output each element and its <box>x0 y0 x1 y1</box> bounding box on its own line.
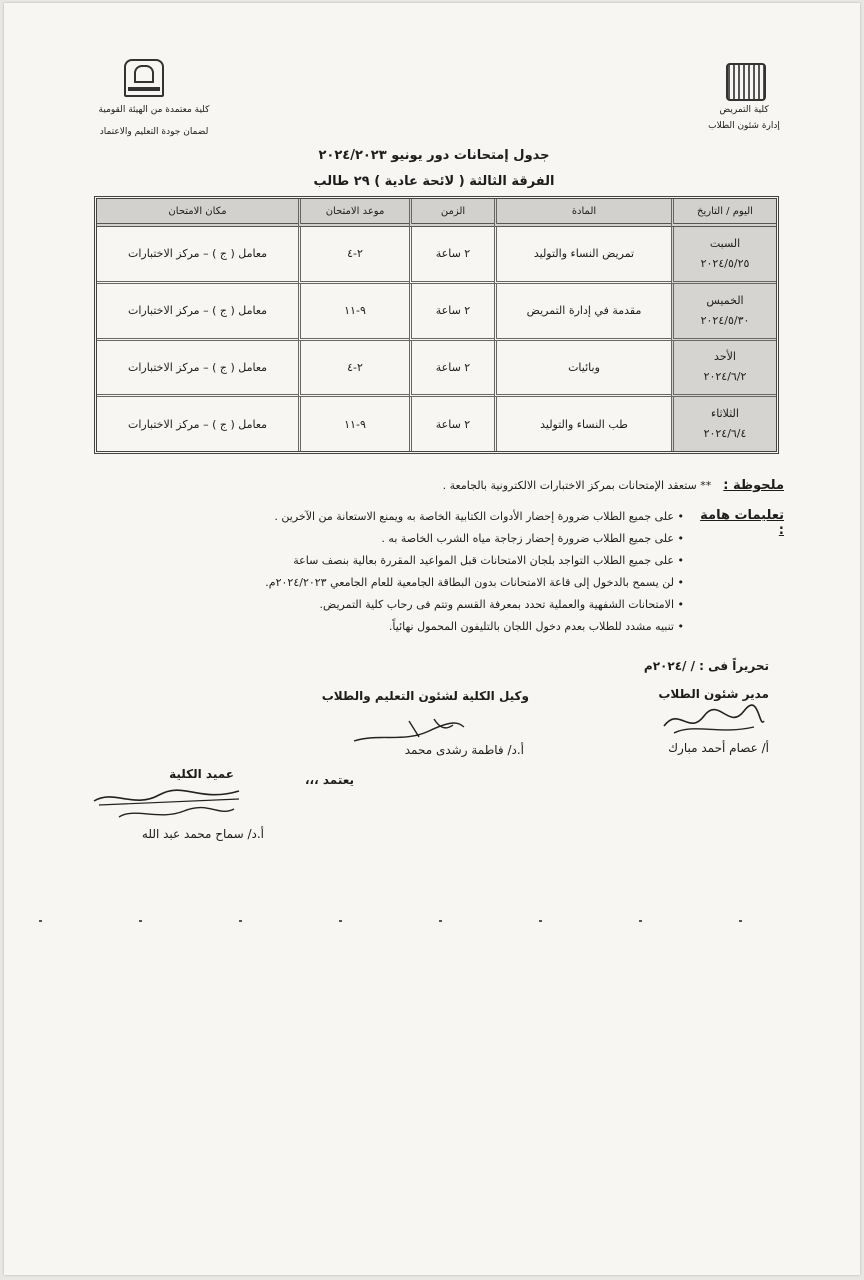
dean-signature-icon <box>89 781 249 825</box>
subject-cell: مقدمة في إدارة التمريض <box>494 284 671 341</box>
table-row <box>97 397 776 451</box>
table-row <box>97 284 776 341</box>
header-left-line1: كلية معتمدة من الهيئة القومية <box>98 105 210 115</box>
day-name: السبت <box>709 236 741 250</box>
middle-signatory-name: أ.د/ فاطمة رشدى محمد <box>404 743 524 757</box>
right-signature-icon <box>659 701 769 739</box>
middle-signatory-title: وكيل الكلية لشئون التعليم والطلاب <box>321 689 529 703</box>
day-cell <box>671 397 776 451</box>
list-item: • على جميع الطلاب ضرورة إحضار الأدوات الكتابية الخاصة به ويمنع الاستعانة من الآخرين . <box>184 510 684 523</box>
place-cell: معامل ( ج ) – مركز الاختبارات <box>127 417 268 431</box>
header-day: اليوم / التاريخ <box>671 199 776 227</box>
time-cell: ٩-١١ <box>298 284 409 341</box>
table-row <box>97 341 776 398</box>
day-name: الأحد <box>714 350 736 364</box>
subject-cell: وبائيات <box>494 341 671 398</box>
list-item: • على جميع الطلاب ضرورة إحضار زجاجة مياه الشرب الخاصة به . <box>184 532 684 545</box>
note-block <box>334 478 784 493</box>
duration-cell: ٢ ساعة <box>409 227 494 284</box>
subject-cell: طب النساء والتوليد <box>494 397 671 451</box>
duration-cell: ٢ ساعة <box>409 397 494 451</box>
day-cell <box>671 227 776 284</box>
note-text: ** ستعقد الإمتحانات بمركز الاختبارات الالكترونية بالجامعة . <box>442 479 712 492</box>
table-header-row <box>97 199 776 227</box>
time-cell: ٢-٤ <box>298 227 409 284</box>
header-right-line1: كلية التمريض <box>719 105 769 115</box>
page-title: جدول إمتحانات دور يونيو ٢٠٢٤/٢٠٢٣ <box>318 148 550 163</box>
header-place: مكان الامتحان <box>97 199 298 227</box>
place-cell: معامل ( ج ) – مركز الاختبارات <box>97 284 298 341</box>
header-duration: الزمن <box>409 199 494 227</box>
faculty-logo-icon <box>726 63 766 101</box>
instructions-label: تعليمات هامة : <box>700 508 784 538</box>
header-time: موعد الامتحان <box>298 199 409 227</box>
place-cell: معامل ( ج ) – مركز الاختبارات <box>97 341 298 398</box>
list-item: • على جميع الطلاب التواجد بلجان الامتحانات قبل المواعيد المقررة بعالية بنصف ساعة <box>184 554 684 567</box>
time-cell: ٢-٤ <box>298 341 409 398</box>
day-date: ٢٠٢٤/٦/٢ <box>703 370 747 384</box>
right-signatory-title: مدير شئون الطلاب <box>658 687 769 701</box>
list-item: • الامتحانات الشفهية والعملية تحدد بمعرفة القسم وتتم فى رحاب كلية التمريض. <box>184 598 684 611</box>
duration-cell: ٢ ساعة <box>409 284 494 341</box>
middle-signature-icon <box>349 713 469 747</box>
list-item: • لن يسمح بالدخول إلى قاعة الامتحانات بدون البطاقة الجامعية للعام الجامعي ٢٠٢٤/٢٠٢٣م. <box>184 576 684 589</box>
dotted-divider <box>39 920 830 922</box>
day-cell <box>671 284 776 341</box>
page-subtitle: الفرقة الثالثة ( لائحة عادية ) ٢٩ طالب <box>313 174 555 189</box>
day-date: ٢٠٢٤/٥/٢٥ <box>700 256 750 270</box>
exam-schedule-table <box>94 196 779 454</box>
day-date: ٢٠٢٤/٦/٤ <box>703 427 747 441</box>
header-right-line2: إدارة شئون الطلاب <box>708 121 780 131</box>
header-left-line2: لضمان جودة التعليم والاعتماد <box>99 127 209 137</box>
subject-cell: تمريض النساء والتوليد <box>494 227 671 284</box>
day-name: الخميس <box>706 293 744 307</box>
document-page <box>4 3 860 1275</box>
note-label: ملحوظة : <box>723 478 784 493</box>
written-date: تحريراً فى : / /٢٠٢٤م <box>643 659 769 673</box>
duration-cell: ٢ ساعة <box>409 341 494 398</box>
table-row <box>97 227 776 284</box>
time-cell: ٩-١١ <box>298 397 409 451</box>
list-item: • تنبيه مشدد للطلاب بعدم دخول اللجان بالتليفون المحمول نهائياً. <box>184 620 684 633</box>
accreditation-logo-icon <box>124 59 164 97</box>
dean-title: عميد الكلية <box>169 767 234 781</box>
header-subject: المادة <box>494 199 671 227</box>
day-date: ٢٠٢٤/٥/٣٠ <box>700 313 750 327</box>
day-cell <box>671 341 776 398</box>
dean-name: أ.د/ سماح محمد عبد الله <box>141 827 264 841</box>
day-name: الثلاثاء <box>711 407 739 421</box>
instructions-list <box>184 510 684 642</box>
place-cell: معامل ( ج ) – مركز الاختبارات <box>97 227 298 284</box>
right-signatory-name: أ/ عصام أحمد مبارك <box>668 741 769 755</box>
approve-label: يعتمد ،،، <box>304 773 354 787</box>
